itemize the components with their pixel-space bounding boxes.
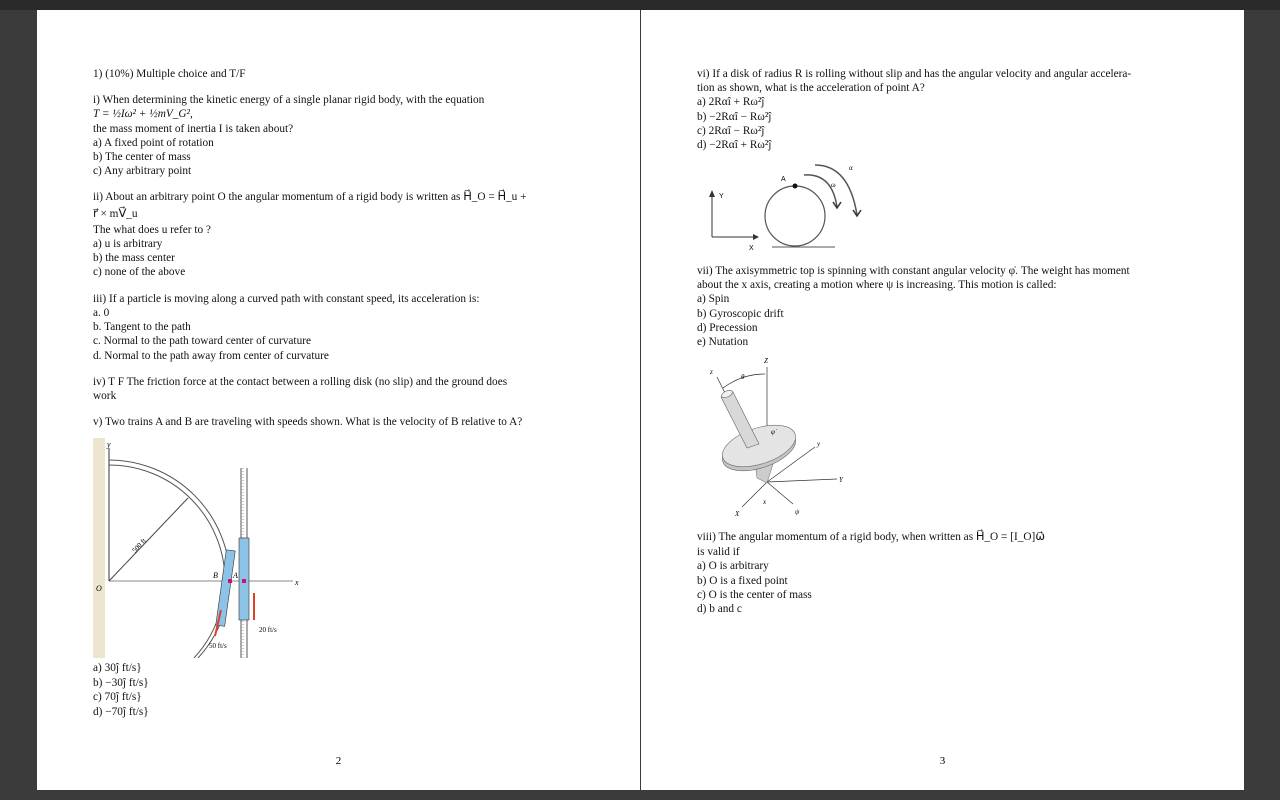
question-text: work <box>93 390 117 402</box>
option: d) b and c <box>697 603 742 615</box>
page-number: 3 <box>939 755 946 767</box>
option: b) O is a fixed point <box>697 575 788 587</box>
option: a) u is arbitrary <box>93 238 163 250</box>
equation: r⃗ × mV⃗_u <box>93 208 138 220</box>
train-a-label: A <box>233 571 238 580</box>
option: d) −70ĵ ft/s} <box>93 706 149 718</box>
y-axis-label: y <box>817 440 821 448</box>
question-text: iv) T F The friction force at the contact between a rolling disk (no slip) and the ground does <box>93 376 508 388</box>
speed-b-label: 50 ft/s <box>209 642 227 650</box>
page-3 <box>641 10 1244 790</box>
option: b. Tangent to the path <box>93 321 191 333</box>
page-2 <box>37 10 640 790</box>
option: d) −2Rαî + Rω²ĵ <box>697 139 772 151</box>
option: b) Gyroscopic drift <box>697 308 784 320</box>
option: c. Normal to the path toward center of curvature <box>93 335 312 347</box>
question-text: The what does u refer to ? <box>93 224 211 236</box>
option: a) A fixed point of rotation <box>93 137 214 149</box>
option: d. Normal to the path away from center of curvature <box>93 350 329 362</box>
section-header: 1) (10%) Multiple choice and T/F <box>93 68 246 80</box>
speed-a-label: 20 ft/s <box>259 626 277 634</box>
Z-axis-label: Z <box>764 357 768 365</box>
question-text: vii) The axisymmetric top is spinning with constant angular velocity φ̇. The weight has moment <box>697 265 1130 277</box>
X-axis-label: X <box>735 510 740 518</box>
option: c) 70ĵ ft/s} <box>93 691 142 703</box>
viewer-toolbar <box>0 0 1280 10</box>
question-text: is valid if <box>697 546 740 558</box>
train-b-label: B <box>213 571 218 580</box>
omega-label: ω <box>831 181 836 189</box>
option: b) the mass center <box>93 252 175 264</box>
question-text: about the x axis, creating a motion where ψ is increasing. This motion is called: <box>697 279 1057 291</box>
question-text: vi) If a disk of radius R is rolling without slip and has the angular velocity and angular accelera- <box>697 68 1132 80</box>
option: c) 2Rαî − Rω²ĵ <box>697 125 765 137</box>
option: b) −2Rαî − Rω²ĵ <box>697 111 772 123</box>
option: e) Nutation <box>697 336 749 348</box>
question-text: i) When determining the kinetic energy of a single planar rigid body, with the equation <box>93 94 485 106</box>
equation: T = ½Iω² + ½mV_G², <box>93 108 193 120</box>
theta-label: θ <box>741 373 745 381</box>
option: b) The center of mass <box>93 151 191 163</box>
page-number: 2 <box>335 755 342 767</box>
x-axis-label: x <box>295 578 299 587</box>
y-axis-label: y <box>107 440 111 449</box>
Y-axis-label: Y <box>839 476 843 484</box>
question-text: the mass moment of inertia I is taken about? <box>93 123 294 135</box>
option: d) Precession <box>697 322 758 334</box>
question-text: ii) About an arbitrary point O the angular momentum of a rigid body is written as H⃗_O = H⃗_u + <box>93 191 527 203</box>
spinning-top-figure <box>697 352 857 522</box>
z-axis-label: z <box>710 368 713 376</box>
trains-figure <box>93 438 303 658</box>
x-axis-label: x <box>763 498 767 506</box>
option: c) O is the center of mass <box>697 589 812 601</box>
x-axis-label: X <box>749 245 754 252</box>
origin-label: O <box>96 584 102 593</box>
option: b) −30ĵ ft/s} <box>93 677 149 689</box>
phi-label: φ̇ <box>771 428 775 436</box>
question-text: iii) If a particle is moving along a curved path with constant speed, its acceleration is: <box>93 293 480 305</box>
y-axis-label: Y <box>719 193 724 200</box>
option: a) O is arbitrary <box>697 560 769 572</box>
option: a) Spin <box>697 293 730 305</box>
option: a) 30ĵ ft/s} <box>93 662 142 674</box>
option: a) 2Rαî + Rω²ĵ <box>697 96 765 108</box>
question-text: v) Two trains A and B are traveling with speeds shown. What is the velocity of B relative to A? <box>93 416 523 428</box>
question-text: viii) The angular momentum of a rigid body, when written as H⃗_O = [I_O]ω⃗ <box>697 531 1045 543</box>
option: a. 0 <box>93 307 110 319</box>
alpha-label: α <box>849 164 853 172</box>
rolling-disk-figure <box>697 155 867 253</box>
question-text: tion as shown, what is the acceleration of point A? <box>697 82 925 94</box>
point-a-label: A <box>781 176 786 183</box>
option: c) Any arbitrary point <box>93 165 192 177</box>
radius-label: 500 ft <box>130 536 148 555</box>
option: c) none of the above <box>93 266 186 278</box>
psi-label: ψ <box>795 508 800 516</box>
